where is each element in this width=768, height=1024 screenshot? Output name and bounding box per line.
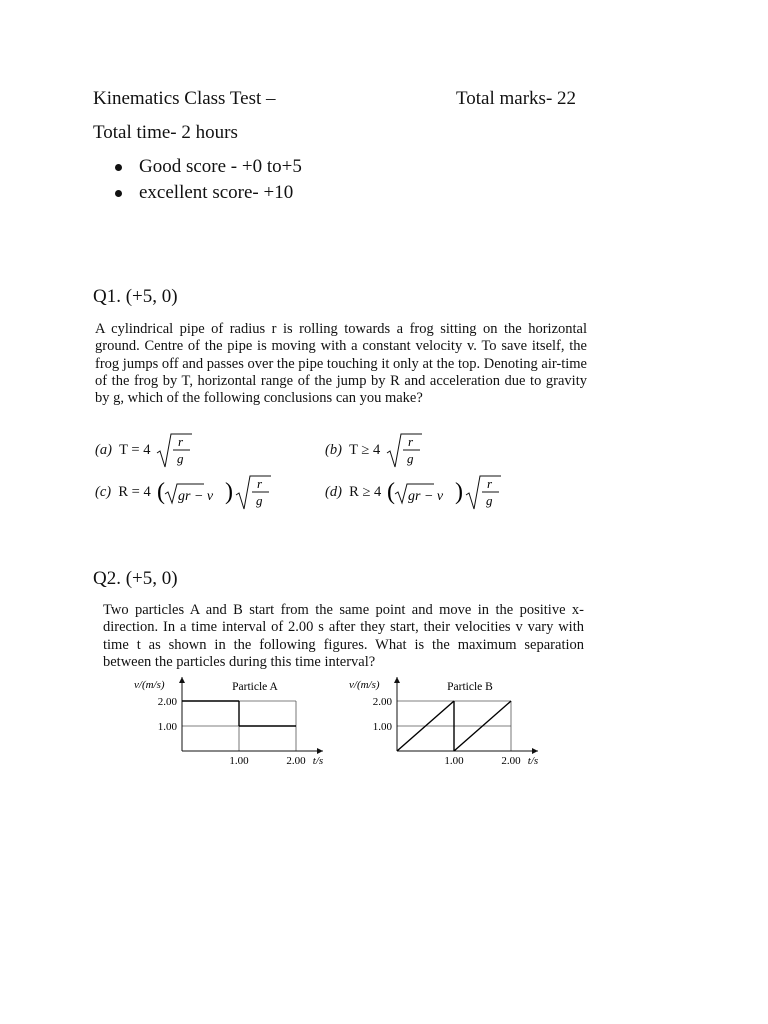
fraction-denominator: g bbox=[407, 451, 414, 466]
fraction-numerator: r bbox=[256, 476, 262, 491]
option-label: (c) bbox=[95, 483, 112, 500]
y-tick-label: 2.00 bbox=[372, 696, 392, 708]
q1-option-c bbox=[95, 472, 277, 512]
fraction-denominator: g bbox=[486, 493, 493, 508]
q1-heading: Q1. (+5, 0) bbox=[93, 286, 178, 307]
fraction-numerator: r bbox=[408, 434, 414, 449]
x-axis-label: t/s bbox=[527, 755, 539, 767]
q1-option-a bbox=[95, 430, 194, 470]
score-item-excellent bbox=[93, 182, 302, 208]
y-tick-label: 1.00 bbox=[372, 721, 392, 733]
option-lhs: R = 4 bbox=[111, 483, 151, 500]
total-time: Total time- 2 hours bbox=[93, 122, 238, 143]
bullet-icon bbox=[115, 190, 122, 197]
y-tick-label: 1.00 bbox=[157, 721, 177, 733]
score-item-good bbox=[93, 156, 302, 182]
x-axis-arrow bbox=[317, 748, 323, 754]
x-axis-label: t/s bbox=[312, 755, 324, 767]
y-axis-label: v/(m/s) bbox=[134, 679, 165, 691]
bullet-icon bbox=[115, 164, 122, 171]
fraction-denominator: g bbox=[177, 451, 184, 466]
option-lhs: T ≥ 4 bbox=[341, 441, 381, 458]
x-tick-label: 2.00 bbox=[501, 755, 521, 767]
q2-text: Two particles A and B start from the same point and move in the positive x-direction. In a time interval of 2.00 s after they start, their velocities v vary with time t as shown in the following figures. What is the maximum separation between the particles during this time interval? bbox=[103, 602, 584, 670]
formula-svg bbox=[156, 431, 194, 469]
option-label: (d) bbox=[325, 483, 342, 500]
paren-open: ( bbox=[156, 479, 165, 505]
fraction-denominator: g bbox=[255, 493, 263, 508]
score-text: Good score - +0 to+5 bbox=[139, 156, 302, 177]
q2-heading: Q2. (+5, 0) bbox=[93, 568, 178, 589]
option-label: (b) bbox=[325, 441, 342, 458]
chart-particle-a bbox=[120, 672, 340, 772]
y-axis-arrow bbox=[179, 677, 185, 683]
x-tick-label: 1.00 bbox=[229, 755, 249, 767]
option-label: (a) bbox=[95, 441, 112, 458]
formula-svg bbox=[387, 473, 507, 511]
score-list bbox=[93, 156, 302, 208]
x-tick-label: 2.00 bbox=[286, 755, 306, 767]
paren-close: ) bbox=[455, 479, 464, 505]
chart-title: Particle B bbox=[447, 681, 493, 693]
score-text: excellent score- +10 bbox=[139, 182, 294, 203]
paren-open: ( bbox=[387, 479, 396, 505]
x-tick-label: 1.00 bbox=[444, 755, 464, 767]
y-axis-label: v/(m/s) bbox=[349, 679, 380, 691]
q1-option-d bbox=[325, 472, 507, 512]
option-lhs: T = 4 bbox=[111, 441, 151, 458]
test-title: Kinematics Class Test – bbox=[93, 88, 276, 109]
q1-text: A cylindrical pipe of radius r is rolling towards a frog sitting on the horizontal ground. Centre of the pipe is moving with a constant velocity v. To save itself, the frog jumps off and passes over the pipe touching it only at the top. Denoting air-time of the frog by T, horizontal range of the jump by R and acceleration due to gravity by g, which of the following conclusions can you make? bbox=[95, 321, 587, 407]
inner-expr: gr − v bbox=[408, 489, 444, 504]
formula-svg bbox=[157, 473, 277, 511]
q1-option-b bbox=[325, 430, 424, 470]
y-tick-label: 2.00 bbox=[157, 696, 177, 708]
formula-svg bbox=[386, 431, 424, 469]
inner-expr: gr − v bbox=[177, 489, 213, 504]
option-lhs: R ≥ 4 bbox=[341, 483, 382, 500]
chart-title: Particle A bbox=[232, 681, 278, 693]
total-marks: Total marks- 22 bbox=[456, 88, 577, 109]
paren-close: ) bbox=[224, 479, 233, 505]
x-axis-arrow bbox=[532, 748, 538, 754]
y-axis-arrow bbox=[394, 677, 400, 683]
fraction-numerator: r bbox=[178, 434, 184, 449]
fraction-numerator: r bbox=[487, 476, 493, 491]
chart-particle-b bbox=[335, 672, 555, 772]
